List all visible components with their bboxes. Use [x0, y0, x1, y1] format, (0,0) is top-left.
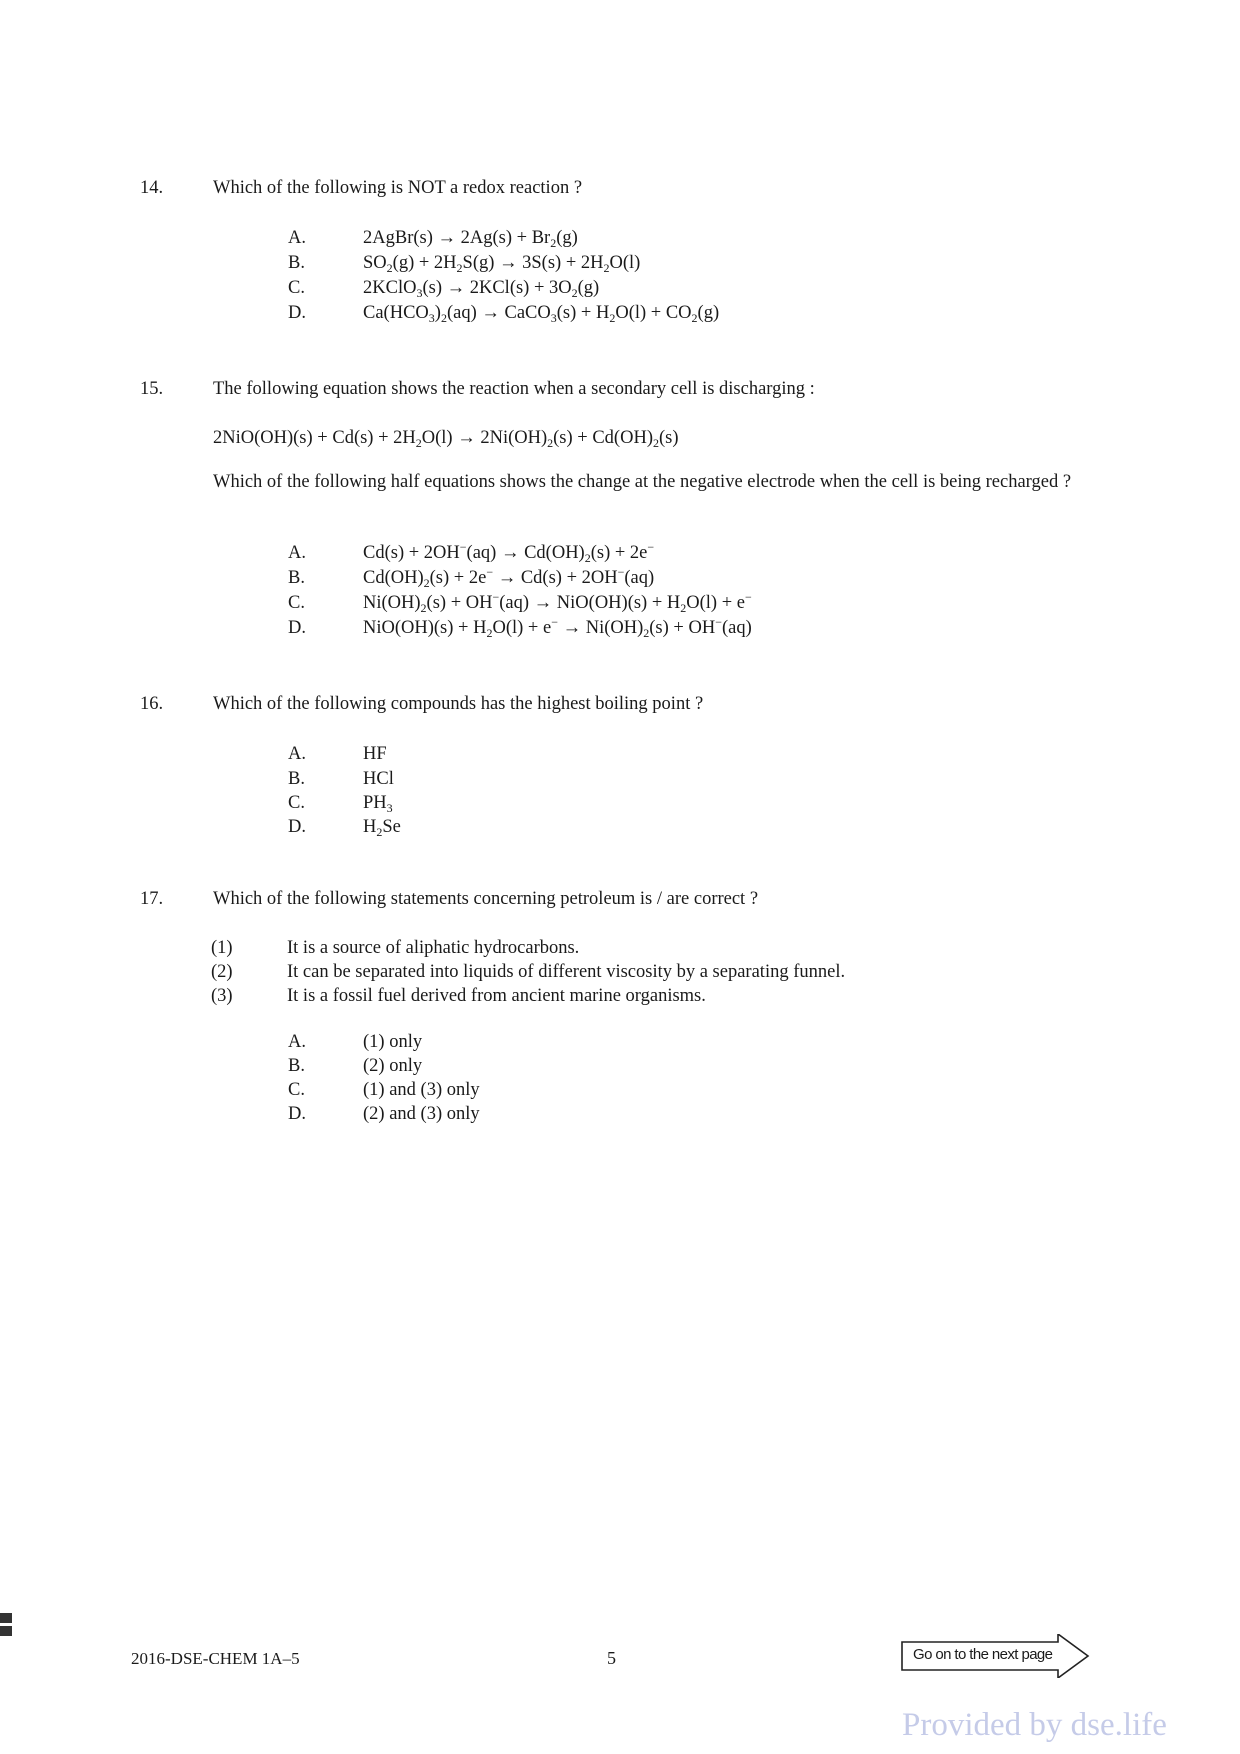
option-letter: C.: [288, 593, 305, 613]
page-number: 5: [607, 1648, 616, 1668]
option-letter: C.: [288, 1080, 305, 1100]
option-letter: B.: [288, 769, 305, 789]
option-letter: B.: [288, 253, 305, 273]
option-text: (2) only: [363, 1056, 423, 1076]
statement-number: (3): [211, 986, 233, 1006]
statement-number: (1): [211, 938, 233, 958]
option-text: 2KClO$_3$(s) → $2KCl(s) + 3O_2(g)$: [363, 278, 600, 300]
question-number: 15.: [140, 379, 164, 399]
next-page-arrow: [900, 1634, 1090, 1678]
scan-marks: [0, 1613, 14, 1639]
question-stem: Which of the following statements concerning petroleum is / are correct ?: [213, 889, 759, 909]
statement-text: It is a fossil fuel derived from ancient marine organisms.: [287, 986, 706, 1006]
option-letter: C.: [288, 278, 305, 298]
statement-text: It can be separated into liquids of different viscosity by a separating funnel.: [287, 962, 846, 982]
option-text: $H_2Se$: [363, 817, 401, 839]
option-letter: A.: [288, 1032, 306, 1052]
option-letter: A.: [288, 543, 306, 563]
option-text: $SO_2(g) + 2H_2S(g) \to 3S(s) + 2H_2O(l)$: [363, 253, 641, 275]
question-stem: Which of the following is NOT a redox reaction ?: [213, 178, 583, 198]
option-text: $Cd(OH)_2(s) + 2e^- \to Cd(s) + 2OH^-(aq)$: [363, 565, 655, 590]
option-letter: D.: [288, 817, 306, 837]
option-text: (1) and (3) only: [363, 1080, 480, 1100]
question-stem: Which of the following compounds has the highest boiling point ?: [213, 694, 704, 714]
scan-mark: [0, 1613, 12, 1623]
question-stem-2: Which of the following half equations shows the change at the negative electrode when the cell is being recharged ?: [213, 472, 1072, 492]
option-letter: D.: [288, 618, 306, 638]
question-stem: The following equation shows the reaction when a secondary cell is discharging :: [213, 379, 815, 399]
question-number: 16.: [140, 694, 164, 714]
option-text: 2AgBr(s) → $2Ag(s) + Br_2(g)$: [363, 228, 578, 250]
option-letter: A.: [288, 744, 306, 764]
option-letter: B.: [288, 1056, 305, 1076]
option-text: $Ni(OH)_2(s) + OH^-(aq) \to NiO(OH)(s) + H_2O(l) + e^-$: [363, 590, 752, 615]
option-letter: D.: [288, 1104, 306, 1124]
statement-text: It is a source of aliphatic hydrocarbons.: [287, 938, 580, 958]
question-equation: $2NiO(OH)(s) + Cd(s) + 2H_2O(l) \to 2Ni(OH)_2(s) + Cd(OH)_2(s)$: [213, 428, 679, 450]
option-text: $PH_3$: [363, 793, 393, 815]
scan-mark: [0, 1626, 12, 1636]
question-number: 14.: [140, 178, 164, 198]
next-page-label: Go on to the next page: [913, 1646, 1053, 1663]
option-letter: B.: [288, 568, 305, 588]
watermark: Provided by dse.life: [902, 1707, 1167, 1743]
statement-number: (2): [211, 962, 233, 982]
option-text: HF: [363, 744, 387, 764]
question-number: 17.: [140, 889, 164, 909]
option-letter: C.: [288, 793, 305, 813]
option-text: $NiO(OH)(s) + H_2O(l) + e^- \to Ni(OH)_2(s) + OH^-(aq)$: [363, 615, 752, 640]
option-text: (2) and (3) only: [363, 1104, 480, 1124]
option-text: (1) only: [363, 1032, 423, 1052]
option-text: $Cd(s) + 2OH^-(aq) \to Cd(OH)_2(s) + 2e^-$: [363, 540, 655, 565]
option-letter: D.: [288, 303, 306, 323]
option-text: HCl: [363, 769, 394, 789]
option-text: $Ca(HCO_3)_2(aq)$ → CaCO$_3$(s) + $H_2O(l) + CO_2(g)$: [363, 303, 720, 325]
paper-code: 2016-DSE-CHEM 1A–5: [131, 1649, 300, 1668]
option-letter: A.: [288, 228, 306, 248]
